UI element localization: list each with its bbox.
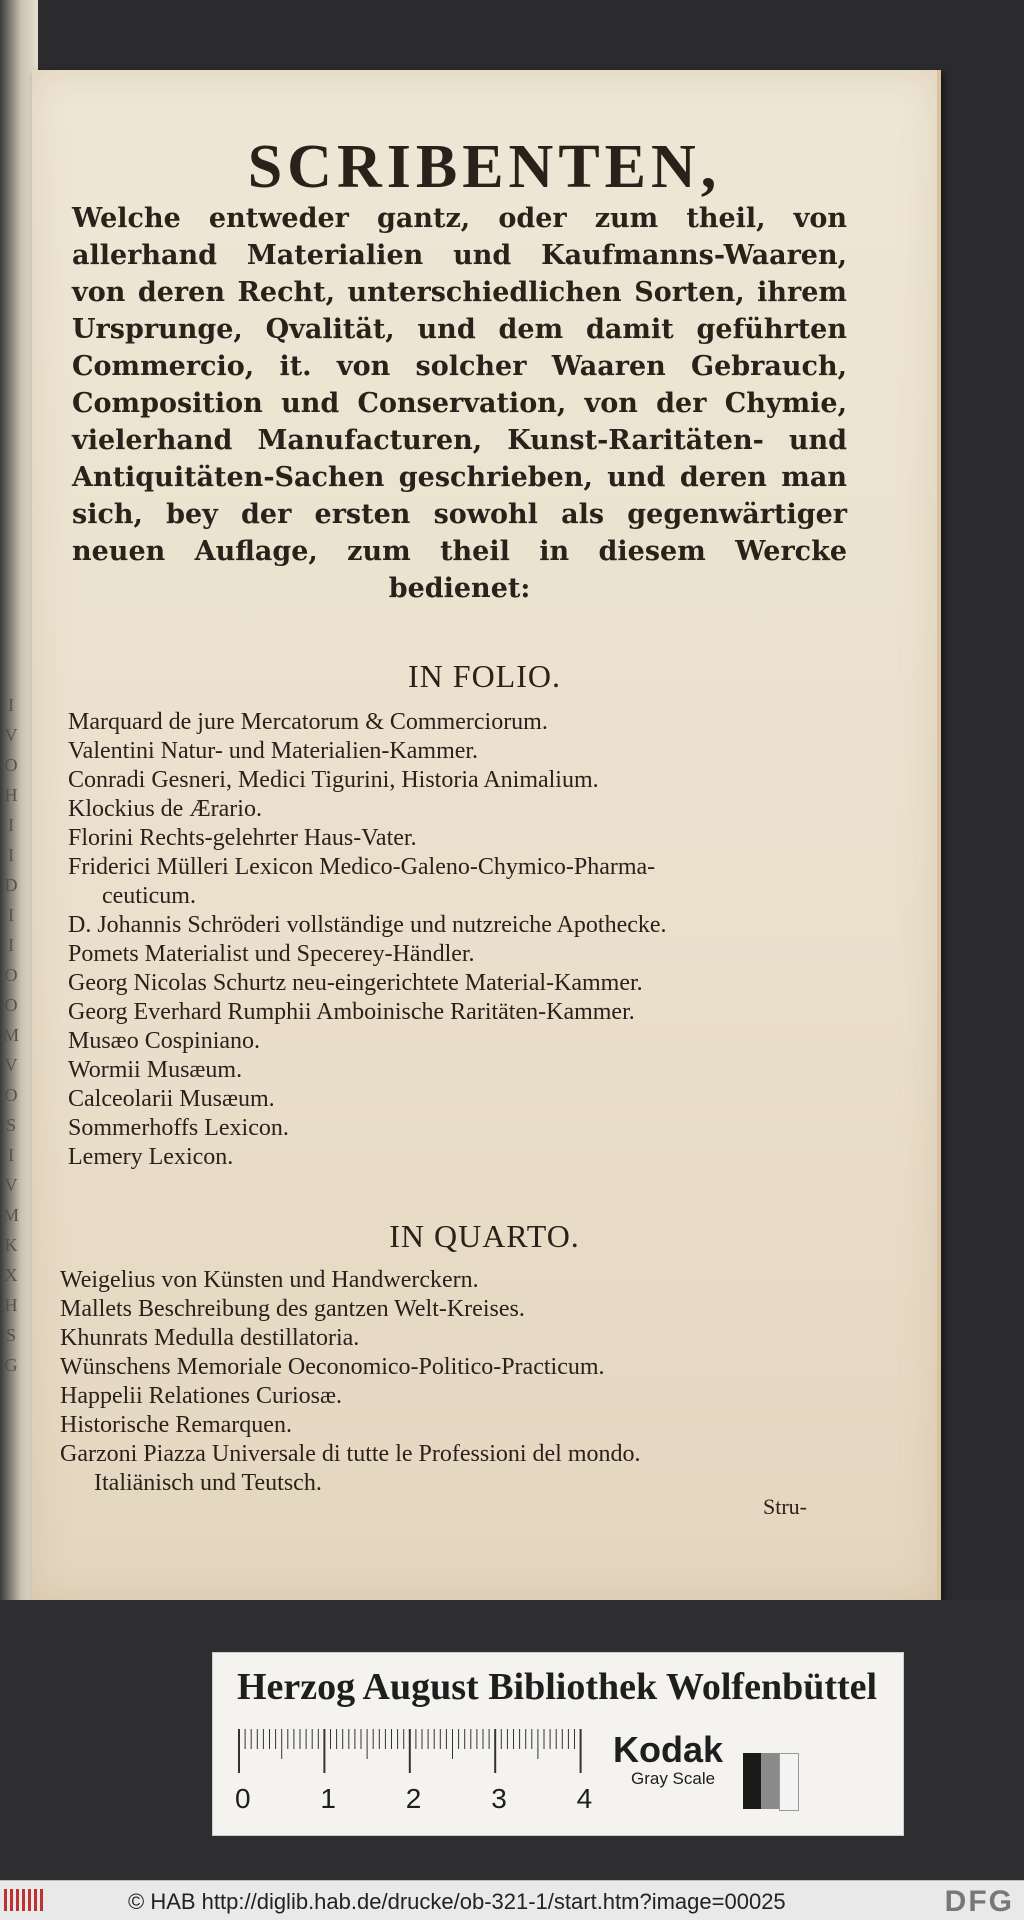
folio-list-item: Florini Rechts-gelehrter Haus-Vater.	[68, 825, 417, 851]
folio-list-item: D. Johannis Schröderi vollständige und nutzreiche Apothecke.	[68, 912, 667, 938]
adjacent-page-letter: I	[8, 845, 14, 865]
folio-list-item: Marquard de jure Mercatorum & Commerciorum.	[68, 709, 548, 735]
folio-list-item: Wormii Musæum.	[68, 1057, 243, 1083]
barcode-logo-icon	[4, 1889, 44, 1911]
quarto-list-item: Garzoni Piazza Universale di tutte le Professioni del mondo.	[60, 1441, 641, 1467]
adjacent-page-letter: H	[4, 1295, 18, 1315]
page-subtitle: Welche entweder gantz, oder zum theil, von allerhand Materialien und Kaufmanns-Waaren, von deren Recht, unterschiedlichen Sorten, ihrem Ursprunge, Qvalität, und dem damit geführten Commercio, it. von solcher Waaren Gebrauch, Composition und Conservation, von der Chymie, vielerhand Manufacturen, Kunst-Raritäten- und Antiquitäten-Sachen geschrieben, und deren man sich, bey der ersten sowohl als gegenwärtiger neuen Auflage, zum theil in diesem Wercke bedienet:	[72, 203, 847, 604]
kodak-logo: Kodak	[613, 1729, 724, 1770]
scale-number: 2	[405, 1783, 422, 1814]
adjacent-page-letter: I	[8, 815, 14, 835]
folio-list-item: Pomets Materialist und Specerey-Händler.	[68, 941, 475, 967]
adjacent-page-letter: K	[4, 1235, 18, 1255]
adjacent-page-letter: I	[8, 695, 14, 715]
adjacent-page-letter: G	[4, 1355, 18, 1375]
gray-scale-label: Gray Scale	[631, 1769, 716, 1788]
adjacent-page-letter: V	[4, 1055, 18, 1075]
quarto-list-item: Happelii Relationes Curiosæ.	[60, 1383, 342, 1409]
adjacent-page-letter: O	[4, 995, 18, 1015]
folio-list-item: Sommerhoffs Lexicon.	[68, 1115, 289, 1141]
scale-ruler	[237, 1729, 597, 1785]
adjacent-page-letter: X	[4, 1265, 18, 1285]
quarto-list-item: Weigelius von Künsten und Handwerckern.	[60, 1267, 479, 1293]
folio-list-item: Georg Everhard Rumphii Amboinische Raritäten-Kammer.	[68, 999, 635, 1025]
folio-list-item: Valentini Natur- und Materialien-Kammer.	[68, 738, 479, 764]
swatch-white	[779, 1753, 799, 1811]
quarto-list-item: Mallets Beschreibung des gantzen Welt-Kreises.	[60, 1296, 525, 1322]
library-name: Herzog August Bibliothek Wolfenbüttel	[237, 1666, 878, 1708]
adjacent-page-letter: V	[4, 1175, 18, 1195]
folio-list-item: Friderici Mülleri Lexicon Medico-Galeno-Chymico-Pharma-	[68, 854, 656, 880]
folio-list-item: Klockius de Ærario.	[68, 796, 262, 822]
adjacent-page-letter: H	[4, 785, 18, 805]
adjacent-page-letter: V	[4, 725, 18, 745]
folio-list-item: Musæo Cospiniano.	[68, 1028, 261, 1054]
adjacent-page-letter: S	[5, 1115, 16, 1135]
folio-list-item: ceuticum.	[102, 883, 196, 909]
folio-list-item: Calceolarii Musæum.	[68, 1086, 275, 1112]
swatch-black	[743, 1753, 761, 1809]
adjacent-page-letter: I	[8, 905, 14, 925]
adjacent-page-letters	[0, 690, 22, 1380]
adjacent-page-letter: I	[8, 935, 14, 955]
quarto-heading: IN QUARTO.	[389, 1218, 580, 1254]
scale-number: 3	[491, 1783, 507, 1814]
quarto-list	[60, 1266, 641, 1498]
adjacent-page-letter: O	[4, 755, 18, 775]
page-title: SCRIBENTEN,	[247, 133, 722, 201]
source-url[interactable]: © HAB http://diglib.hab.de/drucke/ob-321-1/start.htm?image=00025	[128, 1889, 786, 1914]
adjacent-page-letter: D	[4, 875, 18, 895]
folio-list-item: Lemery Lexicon.	[68, 1144, 234, 1170]
scale-number: 0	[235, 1783, 251, 1814]
adjacent-page-letter: O	[4, 965, 18, 985]
adjacent-page-letter: S	[5, 1325, 16, 1345]
folio-list-item: Georg Nicolas Schurtz neu-eingerichtete Material-Kammer.	[68, 970, 643, 996]
adjacent-page-letter: I	[8, 1145, 14, 1165]
color-calibration-card	[212, 1652, 904, 1836]
catchword: Stru-	[763, 1494, 807, 1519]
folio-list	[68, 708, 667, 1172]
dfg-logo: DFG	[944, 1885, 1014, 1918]
footer-bar	[0, 1880, 1024, 1920]
adjacent-page-letter: O	[4, 1085, 18, 1105]
scale-number: 1	[320, 1783, 336, 1814]
folio-heading: IN FOLIO.	[408, 658, 561, 694]
swatch-gray	[761, 1753, 779, 1809]
quarto-list-item: Wünschens Memoriale Oeconomico-Politico-Practicum.	[60, 1354, 605, 1380]
quarto-list-item: Historische Remarquen.	[60, 1412, 292, 1438]
document-page	[32, 70, 941, 1600]
scale-number: 4	[576, 1783, 593, 1814]
folio-list-item: Conradi Gesneri, Medici Tigurini, Historia Animalium.	[68, 767, 599, 793]
adjacent-page-letter: M	[2, 1205, 19, 1225]
gray-swatches	[743, 1753, 799, 1809]
adjacent-page-letter: M	[2, 1025, 19, 1045]
quarto-list-item: Khunrats Medulla destillatoria.	[60, 1325, 360, 1351]
quarto-list-item: Italiänisch und Teutsch.	[94, 1470, 322, 1496]
